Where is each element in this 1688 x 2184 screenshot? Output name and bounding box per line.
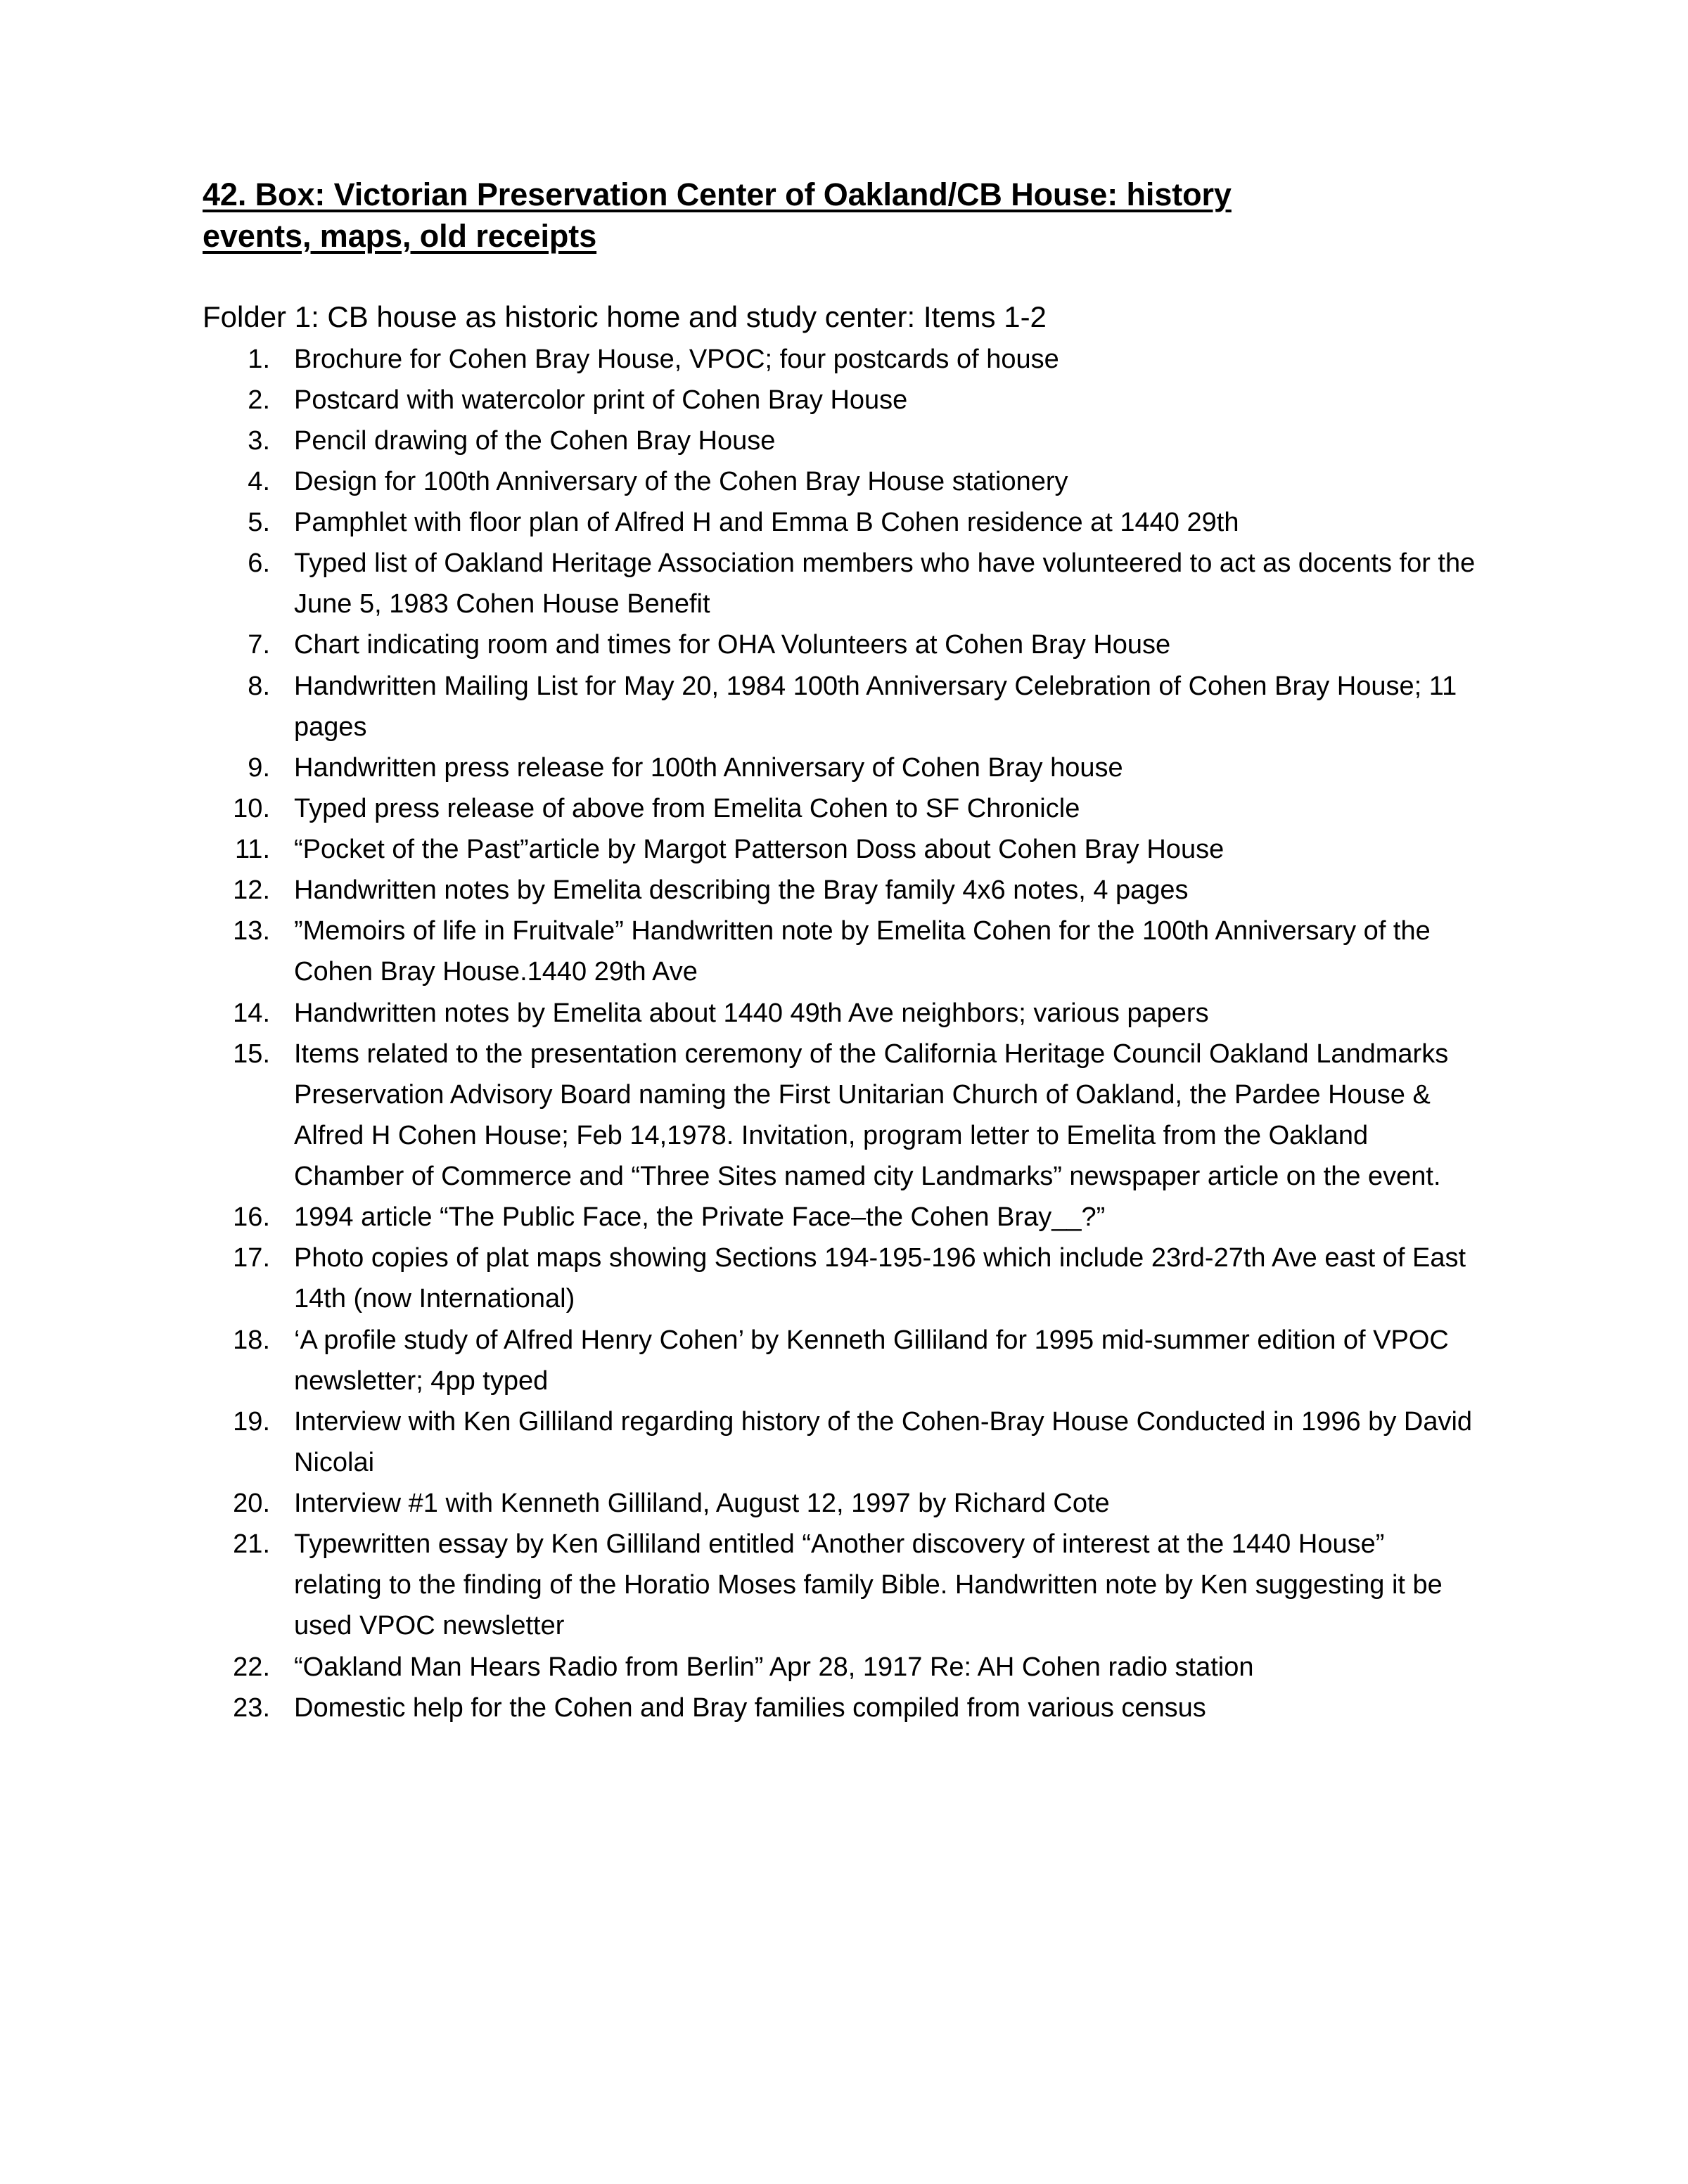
item-list <box>203 339 1477 1728</box>
list-item-text: Typewritten essay by Ken Gilliland entitled “Another discovery of interest at the 1440 House” relating to the finding of the Horatio Moses family Bible. Handwritten note by Ken suggesting it be used VPOC newsletter <box>294 1529 1443 1641</box>
list-item <box>203 993 1477 1034</box>
list-item-text: Handwritten press release for 100th Anniversary of Cohen Bray house <box>294 752 1123 783</box>
list-item-text: “Pocket of the Past”article by Margot Patterson Doss about Cohen Bray House <box>294 835 1225 864</box>
list-item <box>203 911 1477 992</box>
list-item-text: Domestic help for the Cohen and Bray families compiled from various census <box>294 1692 1206 1723</box>
list-item-text: Design for 100th Anniversary of the Cohen Bray House stationery <box>294 466 1068 496</box>
list-item <box>203 461 1477 502</box>
list-item-text: Postcard with watercolor print of Cohen Bray House <box>294 385 908 415</box>
list-item <box>203 1688 1477 1728</box>
list-item <box>203 624 1477 665</box>
list-item <box>203 1483 1477 1524</box>
page-title <box>203 174 1477 257</box>
list-item <box>203 1197 1477 1238</box>
list-item-text: Handwritten Mailing List for May 20, 1984 100th Anniversary Celebration of Cohen Bray House; 11 pages <box>294 671 1457 742</box>
list-item <box>203 870 1477 911</box>
list-item <box>203 1647 1477 1688</box>
document-content <box>203 174 1477 1728</box>
list-item-text: Interview with Ken Gilliland regarding history of the Cohen-Bray House Conducted in 1996 by David Nicolai <box>294 1406 1473 1477</box>
list-item <box>203 829 1477 870</box>
list-item <box>203 420 1477 461</box>
list-item <box>203 380 1477 420</box>
list-item-text: Typed list of Oakland Heritage Association members who have volunteered to act as docents for the June 5, 1983 Cohen House Benefit <box>294 548 1476 619</box>
list-item-text: Pencil drawing of the Cohen Bray House <box>294 425 776 456</box>
list-item-text: Interview #1 with Kenneth Gilliland, August 12, 1997 by Richard Cote <box>294 1489 1110 1518</box>
list-item <box>203 1238 1477 1319</box>
list-item-text: Brochure for Cohen Bray House, VPOC; four postcards of house <box>294 344 1059 374</box>
list-item <box>203 788 1477 829</box>
list-item <box>203 1034 1477 1197</box>
list-item <box>203 666 1477 747</box>
list-item-text: Chart indicating room and times for OHA Volunteers at Cohen Bray House <box>294 630 1171 660</box>
page-title-line-2: events, maps, old receipts <box>203 217 597 254</box>
folder-heading: Folder 1: CB house as historic home and study center: Items 1-2 <box>203 300 1047 333</box>
list-item-text: ”Memoirs of life in Fruitvale” Handwritten note by Emelita Cohen for the 100th Anniversary of the Cohen Bray House.1440 29th Ave <box>294 916 1431 987</box>
list-item <box>203 747 1477 788</box>
list-item-text: Typed press release of above from Emelita Cohen to SF Chronicle <box>294 793 1080 823</box>
list-item-text: Items related to the presentation ceremony of the California Heritage Council Oakland Landmarks Preservation Advisory Board naming the First Unitarian Church of Oakland, the Pardee House & Alfred H Cohen House; Feb 14,1978. Invitation, program letter to Emelita from the Oakland Chamber of Commerce and “Three Sites named city Landmarks” newspaper article on the event. <box>294 1039 1449 1191</box>
list-item-text: Handwritten notes by Emelita about 1440 49th Ave neighbors; various papers <box>294 998 1209 1028</box>
list-item-text: Pamphlet with floor plan of Alfred H and Emma B Cohen residence at 1440 29th <box>294 508 1239 537</box>
page-title-line-1: 42. Box: Victorian Preservation Center of Oakland/CB House: history <box>203 176 1232 212</box>
list-item <box>203 543 1477 624</box>
list-item <box>203 502 1477 543</box>
list-item-text: Handwritten notes by Emelita describing the Bray family 4x6 notes, 4 pages <box>294 875 1189 906</box>
list-item-text: ‘A profile study of Alfred Henry Cohen’ by Kenneth Gilliland for 1995 mid-summer edition of VPOC newsletter; 4pp typed <box>294 1325 1449 1396</box>
list-item-text: “Oakland Man Hears Radio from Berlin” Apr 28, 1917 Re: AH Cohen radio station <box>294 1652 1254 1682</box>
list-item <box>203 1320 1477 1401</box>
list-item <box>203 1524 1477 1646</box>
list-item <box>203 1401 1477 1483</box>
list-item-text: 1994 article “The Public Face, the Private Face–the Cohen Bray__?” <box>294 1202 1106 1233</box>
list-item <box>203 339 1477 380</box>
list-item-text: Photo copies of plat maps showing Sections 194-195-196 which include 23rd-27th Ave east of East 14th (now International) <box>294 1243 1466 1314</box>
